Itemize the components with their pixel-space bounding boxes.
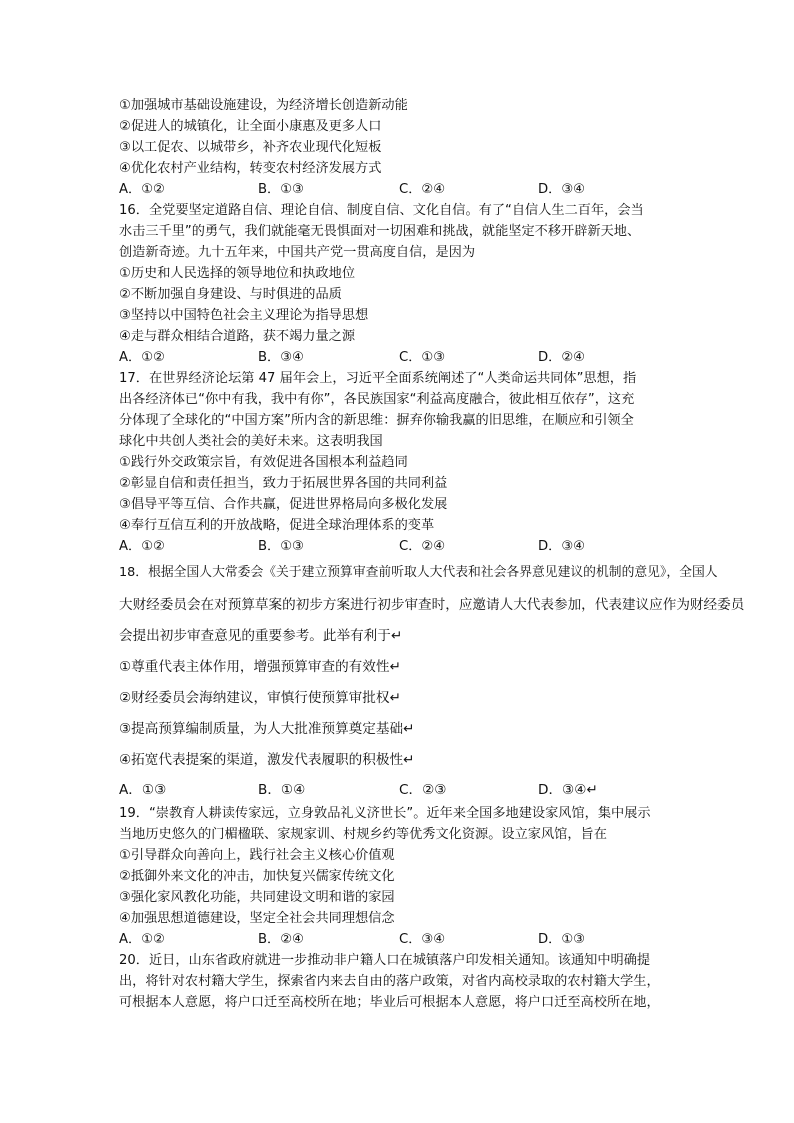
q15-option-c: C．②④ <box>399 182 446 197</box>
q17-option-b: B．①③ <box>258 539 304 554</box>
q15-item-3: ③以工促农、以城带乡，补齐农业现代化短板 <box>119 140 382 155</box>
q18-item-4: ④拓宽代表提案的渠道，激发代表履职的积极性↵ <box>119 752 415 768</box>
q15-option-d: D．③④ <box>538 182 585 197</box>
q16-stem-line-3: 创造新奇迹。九十五年来，中国共产党一贯高度自信，是因为 <box>119 245 476 260</box>
q17-stem-line-4: 球化中共创人类社会的美好未来。这表明我国 <box>119 434 383 449</box>
q19-item-4: ④加强思想道德建设，坚定全社会共同理想信念 <box>119 911 395 926</box>
q16-option-a: A．①② <box>119 350 165 365</box>
q19-stem-line-1: 19．“崇教育人耕读传家远，立身敦品礼义济世长”。近年来全国多地建设家风馆，集中展示 <box>119 806 651 821</box>
q19-option-b: B．②④ <box>258 932 304 947</box>
q16-stem-line-1: 16．全党要坚定道路自信、理论自信、制度自信、文化自信。有了“自信人生二百年，会当 <box>119 203 644 218</box>
q16-item-2: ②不断加强自身建设、与时俱进的品质 <box>119 287 342 302</box>
q19-stem-line-2: 当地历史悠久的门楣楹联、家规家训、村规乡约等优秀文化资源。设立家风馆，旨在 <box>119 827 607 842</box>
q15-item-1: ①加强城市基础设施建设，为经济增长创造新动能 <box>119 98 408 113</box>
q18-option-a: A．①③ <box>119 782 167 798</box>
q17-stem-line-1: 17．在世界经济论坛第 47 届年会上，习近平全面系统阐述了“人类命运共同体”思想，指 <box>119 371 637 386</box>
q17-stem-line-2: 出各经济体已“你中有我，我中有你”，各民族国家“利益高度融合，彼此相互依存”，这充 <box>119 392 635 407</box>
q17-stem-line-3: 分体现了全球化的“中国方案”所内含的新思维：摒弃你输我赢的旧思维，在顺应和引领全 <box>119 413 634 428</box>
q19-item-1: ①引导群众向善向上，践行社会主义核心价值观 <box>119 848 395 863</box>
q16-item-1: ①历史和人民选择的领导地位和执政地位 <box>119 266 356 281</box>
q17-option-c: C．②④ <box>399 539 446 554</box>
q17-item-3: ③倡导平等互信、合作共赢，促进世界格局向多极化发展 <box>119 497 448 512</box>
q16-stem-line-2: 水击三千里”的勇气，我们就能毫无畏惧面对一切困难和挑战，就能坚定不移开辟新天地、 <box>119 224 641 239</box>
q16-item-3: ③坚持以中国特色社会主义理论为指导思想 <box>119 308 369 323</box>
q17-item-4: ④奉行互信互利的开放战略，促进全球治理体系的变革 <box>119 518 435 533</box>
q15-item-2: ②促进人的城镇化，让全面小康惠及更多人口 <box>119 119 382 134</box>
q19-option-c: C．③④ <box>399 932 446 947</box>
q18-option-c: C．②③ <box>399 782 447 798</box>
q16-option-d: D．②④ <box>538 350 585 365</box>
q17-item-2: ②彰显自信和责任担当，致力于拓展世界各国的共同利益 <box>119 476 448 491</box>
q15-option-a: A．①② <box>119 182 165 197</box>
q19-option-a: A．①② <box>119 932 165 947</box>
q18-option-b: B．①④ <box>258 782 306 798</box>
q20-stem-line-2: 出，将针对农村籍大学生，探索省内来去自由的落户政策，对省内高校录取的农村籍大学生， <box>119 974 660 989</box>
q18-stem-line-1: 18．根据全国人大常委会《关于建立预算审查前听取人大代表和社会各界意见建议的机制的意见》，全国人 <box>119 565 718 580</box>
q19-item-3: ③强化家风教化功能，共同建设文明和谐的家园 <box>119 890 395 905</box>
q18-item-1: ①尊重代表主体作用，增强预算审查的有效性↵ <box>119 659 401 675</box>
q19-option-d: D．①③ <box>538 932 585 947</box>
q16-option-b: B．③④ <box>258 350 304 365</box>
q19-item-2: ②抵御外来文化的冲击，加快复兴儒家传统文化 <box>119 869 395 884</box>
q16-item-4: ④走与群众相结合道路，获不竭力量之源 <box>119 329 356 344</box>
q18-item-2: ②财经委员会海纳建议，审慎行使预算审批权↵ <box>119 690 401 706</box>
q20-stem-line-1: 20．近日，山东省政府就进一步推动非户籍人口在城镇落户印发相关通知。该通知中明确提 <box>119 953 651 968</box>
q18-stem-line-3: 会提出初步审查意见的重要参考。此举有利于↵ <box>119 628 403 644</box>
q15-item-4: ④优化农村产业结构，转变农村经济发展方式 <box>119 161 382 176</box>
q16-option-c: C．①③ <box>399 350 446 365</box>
q18-option-d: D．③④↵ <box>538 782 598 798</box>
q20-stem-line-3: 可根据本人意愿，将户口迁至高校所在地；毕业后可根据本人意愿，将户口迁至高校所在地， <box>119 995 660 1010</box>
q17-option-a: A．①② <box>119 539 165 554</box>
q15-option-b: B．①③ <box>258 182 304 197</box>
q18-item-3: ③提高预算编制质量，为人大批准预算奠定基础↵ <box>119 721 415 737</box>
q18-stem-line-2: 大财经委员会在对预算草案的初步方案进行初步审查时，应邀请人大代表参加，代表建议应作为财经委员 <box>119 597 745 613</box>
q17-option-d: D．③④ <box>538 539 585 554</box>
q17-item-1: ①践行外交政策宗旨，有效促进各国根本利益趋同 <box>119 455 408 470</box>
